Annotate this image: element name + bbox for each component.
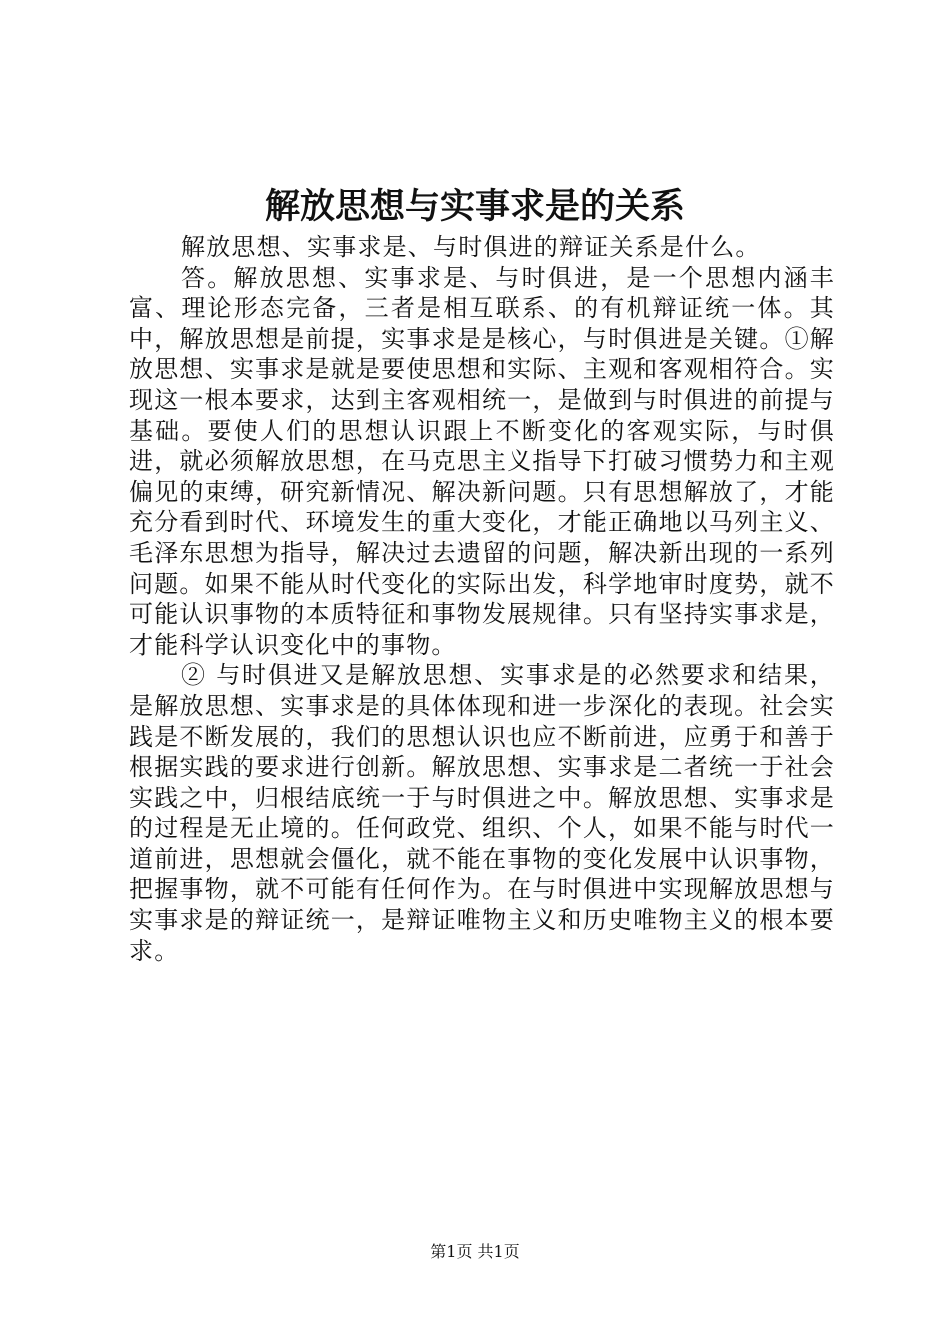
- page-number-footer: 第1页 共1页: [430, 1242, 520, 1261]
- paragraph-answer-part-1: 答。解放思想、实事求是、与时俱进，是一个思想内涵丰富、理论形态完备，三者是相互联系、的有机辩证统一体。其中，解放思想是前提，实事求是是核心，与时俱进是关键。①解放思想、实事求是就是要使思想和实际、主观和客观相符合。实现这一根本要求，达到主客观相统一，是做到与时俱进的前提与基础。要使人们的思想认识跟上不断变化的客观实际，与时俱进，就必须解放思想，在马克思主义指导下打破习惯势力和主观偏见的束缚，研究新情况、解决新问题。只有思想解放了，才能充分看到时代、环境发生的重大变化，才能正确地以马列主义、毛泽东思想为指导，解决过去遗留的问题，解决新出现的一系列问题。如果不能从时代变化的实际出发，科学地审时度势，就不可能认识事物的本质特征和事物发展规律。只有坚持实事求是，才能科学认识变化中的事物。: [129, 263, 835, 659]
- document-body: [129, 232, 835, 966]
- document-title: 解放思想与实事求是的关系: [264, 186, 685, 227]
- paragraph-question: 解放思想、实事求是、与时俱进的辩证关系是什么。: [181, 233, 761, 261]
- paragraph-answer-part-2: ② 与时俱进又是解放思想、实事求是的必然要求和结果，是解放思想、实事求是的具体体现和进一步深化的表现。社会实践是不断发展的，我们的思想认识也应不断前进，应勇于和善于根据实践的要求进行创新。解放思想、实事求是二者统一于社会实践之中，归根结底统一于与时俱进之中。解放思想、实事求是的过程是无止境的。任何政党、组织、个人，如果不能与时代一道前进，思想就会僵化，就不能在事物的变化发展中认识事物，把握事物，就不可能有任何作为。在与时俱进中实现解放思想与实事求是的辩证统一，是辩证唯物主义和历史唯物主义的根本要求。: [129, 661, 835, 965]
